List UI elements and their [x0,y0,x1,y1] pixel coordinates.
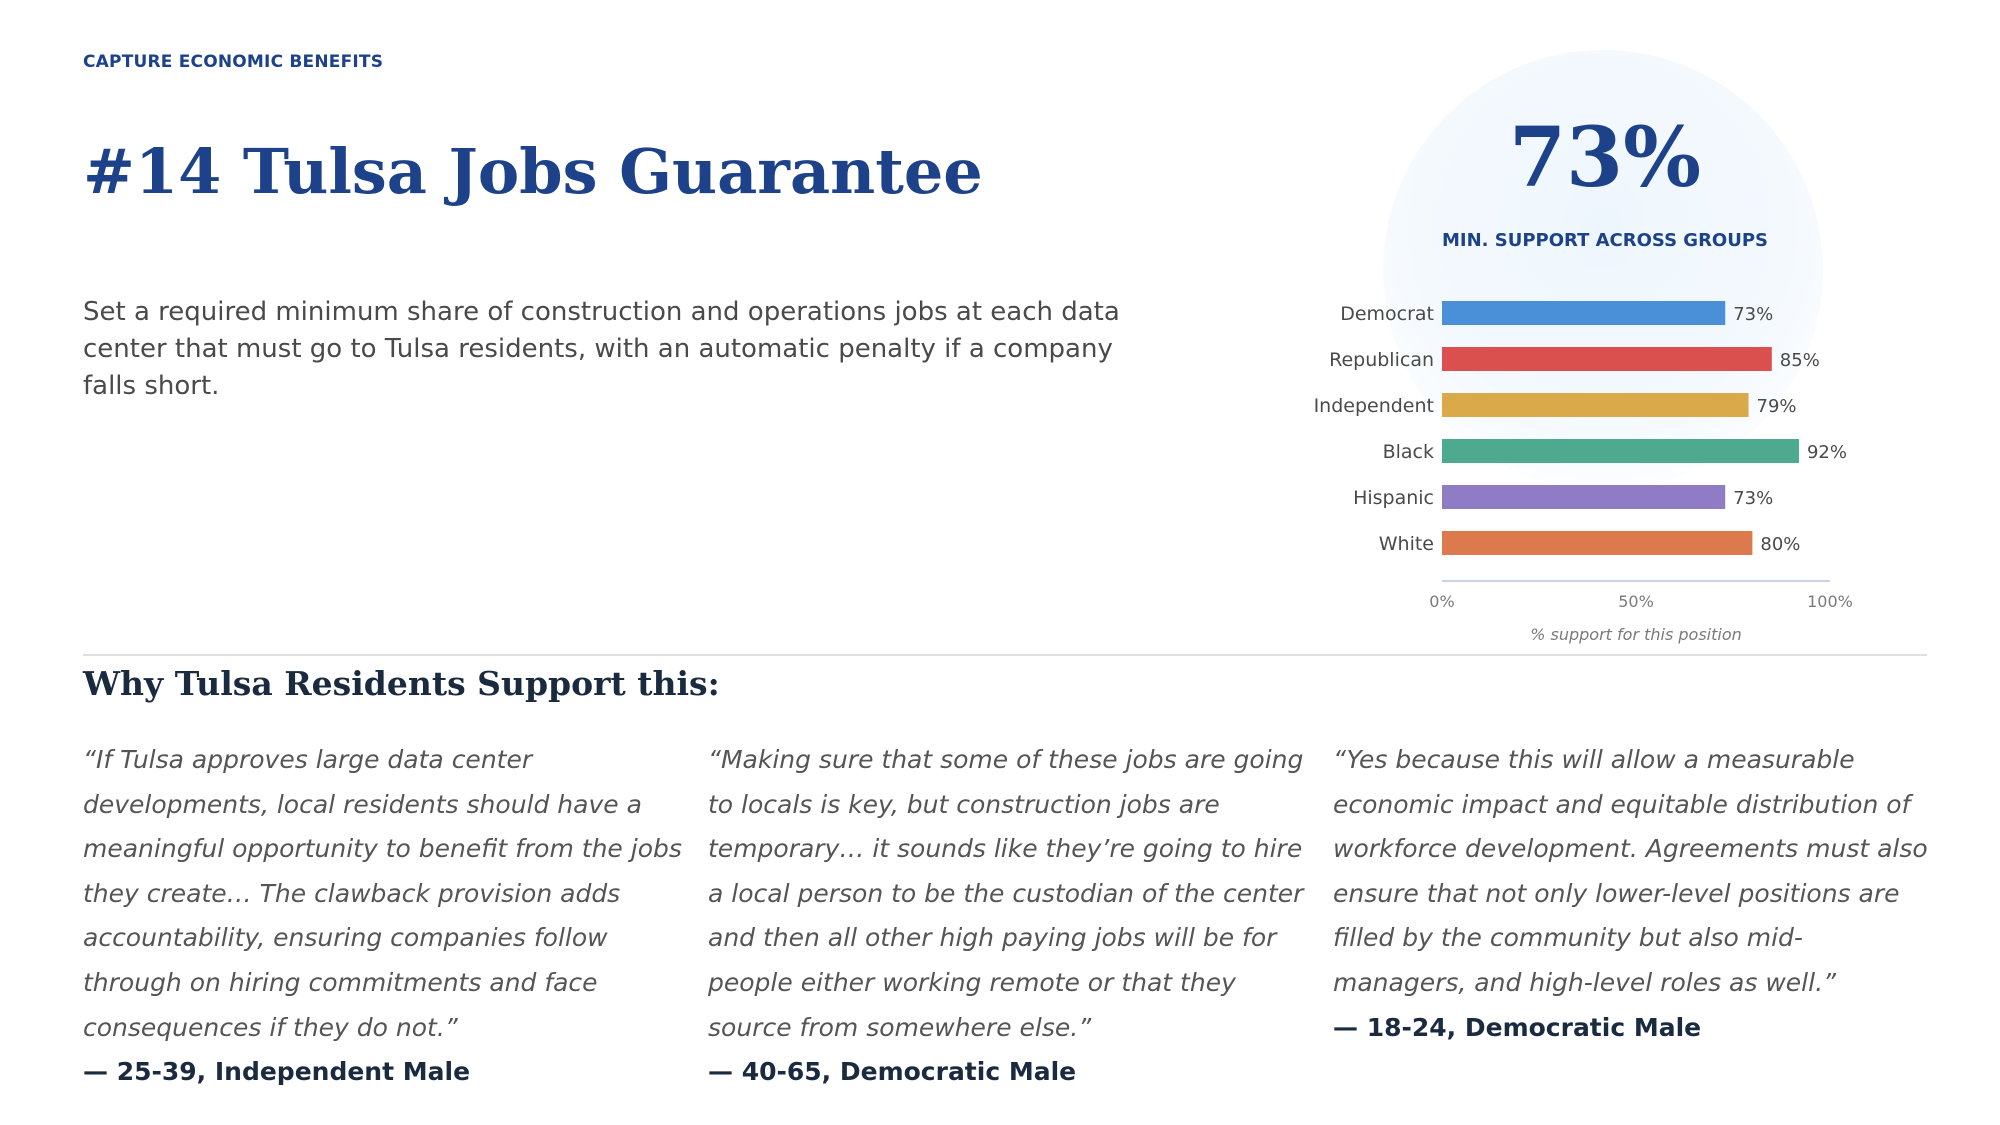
bar-value-label: 79% [1756,396,1797,417]
bar-independent [1442,393,1749,417]
quote-card-2 [708,738,1308,1095]
quote-attribution: — 40-65, Democratic Male [708,1057,1077,1087]
support-bar-chart [1290,290,1880,660]
min-support-label: MIN. SUPPORT ACROSS GROUPS [1441,230,1769,251]
x-tick-label: 100% [1807,592,1853,611]
quote-attribution: — 25-39, Independent Male [83,1057,471,1087]
quote-text: “Yes because this will allow a measurable economic impact and equitable distribution of workforce development. Agreements must also ensure that not only lower-level positions are filled by the community but also mid-managers, and high-level roles as well.” [1333,745,1928,997]
quote-card-3 [1333,738,1933,1050]
policy-description: Set a required minimum share of construction and operations jobs at each data center that must go to Tulsa residents, with an automatic penalty if a company falls short. [83,297,1120,401]
bar-white [1442,531,1752,555]
quote-text: “If Tulsa approves large data center developments, local residents should have a meaningful opportunity to benefit from the jobs they create… The clawback provision adds accountability, ensuring companies follow through on hiring commitments and face consequences if they do not.” [83,745,682,1042]
quote-card-1 [83,738,683,1095]
page-title: #14 Tulsa Jobs Guarantee [83,135,983,208]
category-label: Hispanic [1353,487,1434,509]
section-divider [83,654,1927,656]
bar-value-label: 85% [1779,350,1820,371]
category-label: Black [1382,441,1434,463]
quote-text: “Making sure that some of these jobs are going to locals is key, but construction jobs are temporary… it sounds like they’re going to hire a local person to be the custodian of the center and then all other high paying jobs will be for people either working remote or that they source from somewhere else.” [708,745,1304,1042]
category-label: Republican [1329,349,1434,371]
bar-hispanic [1442,485,1725,509]
bar-republican [1442,347,1772,371]
bar-value-label: 92% [1806,442,1847,463]
section-heading: Why Tulsa Residents Support this: [83,664,720,703]
x-tick-label: 50% [1618,592,1654,611]
section-eyebrow: CAPTURE ECONOMIC BENEFITS [83,52,384,72]
bar-democrat [1442,301,1725,325]
bar-value-label: 73% [1733,304,1774,325]
x-tick-label: 0% [1429,592,1455,611]
category-label: Democrat [1340,303,1434,325]
bar-value-label: 73% [1733,488,1774,509]
category-label: White [1378,533,1434,555]
x-axis-title: % support for this position [1530,625,1742,644]
min-support-value: 73% [1508,110,1702,206]
quote-attribution: — 18-24, Democratic Male [1333,1012,1702,1042]
bar-value-label: 80% [1760,534,1801,555]
bar-black [1442,439,1799,463]
category-label: Independent [1313,395,1434,417]
